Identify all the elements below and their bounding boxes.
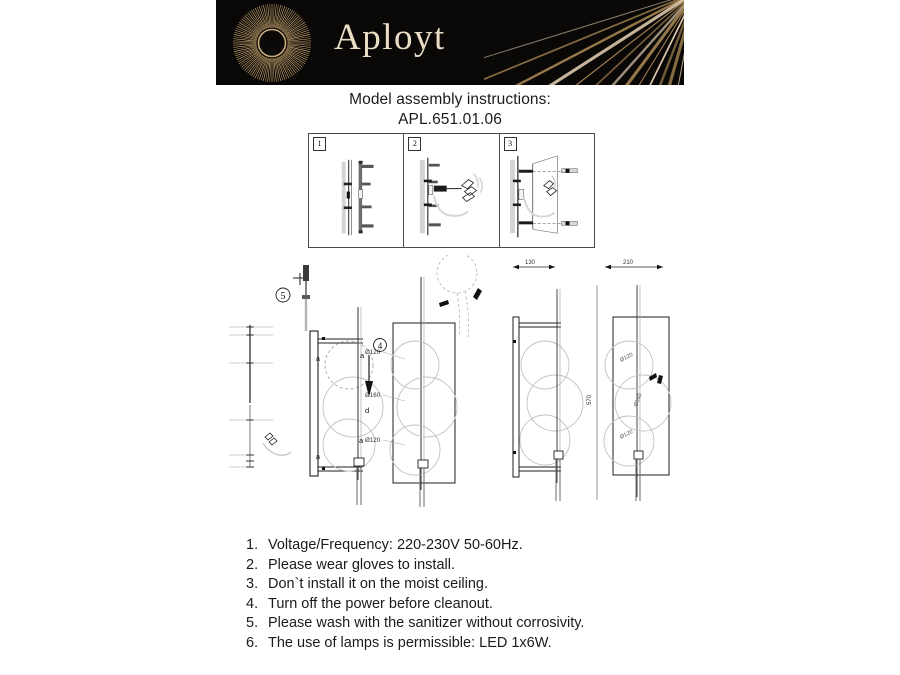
list-item-number: 1.	[246, 537, 259, 553]
exploded-rod-detail-view	[229, 325, 291, 467]
wall-bracket-mounting-step-diagram	[309, 134, 403, 246]
list-item	[246, 634, 706, 654]
dimension-front-view-width: 210	[623, 260, 634, 266]
drawing-letter-a-3: a	[316, 356, 320, 363]
instructions-list	[246, 536, 706, 654]
page-title	[0, 90, 900, 130]
list-item	[246, 556, 706, 576]
dimension-overall-height: 570	[587, 394, 593, 405]
side-profile-view	[513, 260, 597, 501]
screwdriver-callout	[276, 265, 310, 331]
dimension-globe-middle-front: Ø160	[633, 392, 644, 408]
list-item-number: 3.	[246, 576, 259, 593]
dimension-globe-top: Ø120	[365, 349, 381, 356]
dimension-globe-middle: Ø160	[365, 392, 381, 399]
list-item-number: 6.	[246, 634, 259, 651]
dimension-globe-top-front: Ø120	[619, 352, 635, 364]
title-line-primary: Model assembly instructions:	[349, 91, 551, 108]
list-item	[246, 614, 706, 634]
radiating-rays-icon	[484, 0, 684, 85]
list-item-text: Voltage/Frequency: 220-230V 50-60Hz.	[268, 537, 523, 553]
front-dimension-view	[604, 260, 671, 501]
assembly-step-panel-1	[309, 134, 404, 247]
dimension-globe-bottom: Ø120	[365, 437, 381, 444]
brand-wordmark: Aployt	[334, 17, 446, 58]
dimension-side-view-width: 130	[525, 260, 536, 266]
brand-banner	[216, 0, 684, 85]
step-number-badge: 3	[504, 137, 517, 151]
drawing-letter-a-2: a	[359, 436, 364, 445]
list-item-text: Please wash with the sanitizer without corrosivity.	[268, 615, 585, 632]
title-line-model-code: APL.651.01.06	[398, 111, 502, 128]
assembly-step-panel-3	[500, 134, 594, 247]
callout-label-5: 5	[280, 291, 286, 302]
step-number-badge: 2	[408, 137, 421, 151]
list-item-number: 4.	[246, 595, 259, 612]
list-item	[246, 536, 706, 556]
technical-drawing-area	[225, 255, 685, 510]
side-section-view	[310, 307, 383, 505]
dimension-globe-bottom-front: Ø120	[619, 429, 635, 441]
list-item-number: 2.	[246, 556, 259, 573]
drawing-letter-a: a	[360, 351, 365, 360]
final-assembly-step-diagram	[500, 134, 594, 246]
list-item-text: Please wear gloves to install.	[268, 556, 455, 573]
list-item-number: 5.	[246, 615, 259, 632]
callout-label-4: 4	[377, 341, 383, 351]
list-item-text: Turn off the power before cleanout.	[268, 595, 493, 612]
fixture-attachment-step-diagram	[404, 134, 498, 246]
front-elevation-view	[365, 255, 482, 507]
list-item	[246, 595, 706, 615]
sunburst-logo-icon	[232, 3, 312, 83]
list-item-text: Don`t install it on the moist ceiling.	[268, 576, 489, 593]
assembly-step-panel-2	[404, 134, 499, 247]
list-item-text: The use of lamps is permissible: LED 1x6W.	[268, 634, 552, 651]
step-number-badge: 1	[313, 137, 326, 151]
list-item	[246, 575, 706, 595]
drawing-letter-d: d	[365, 406, 370, 415]
assembly-step-strip	[308, 133, 595, 248]
drawing-letter-a-4: a	[316, 454, 320, 461]
